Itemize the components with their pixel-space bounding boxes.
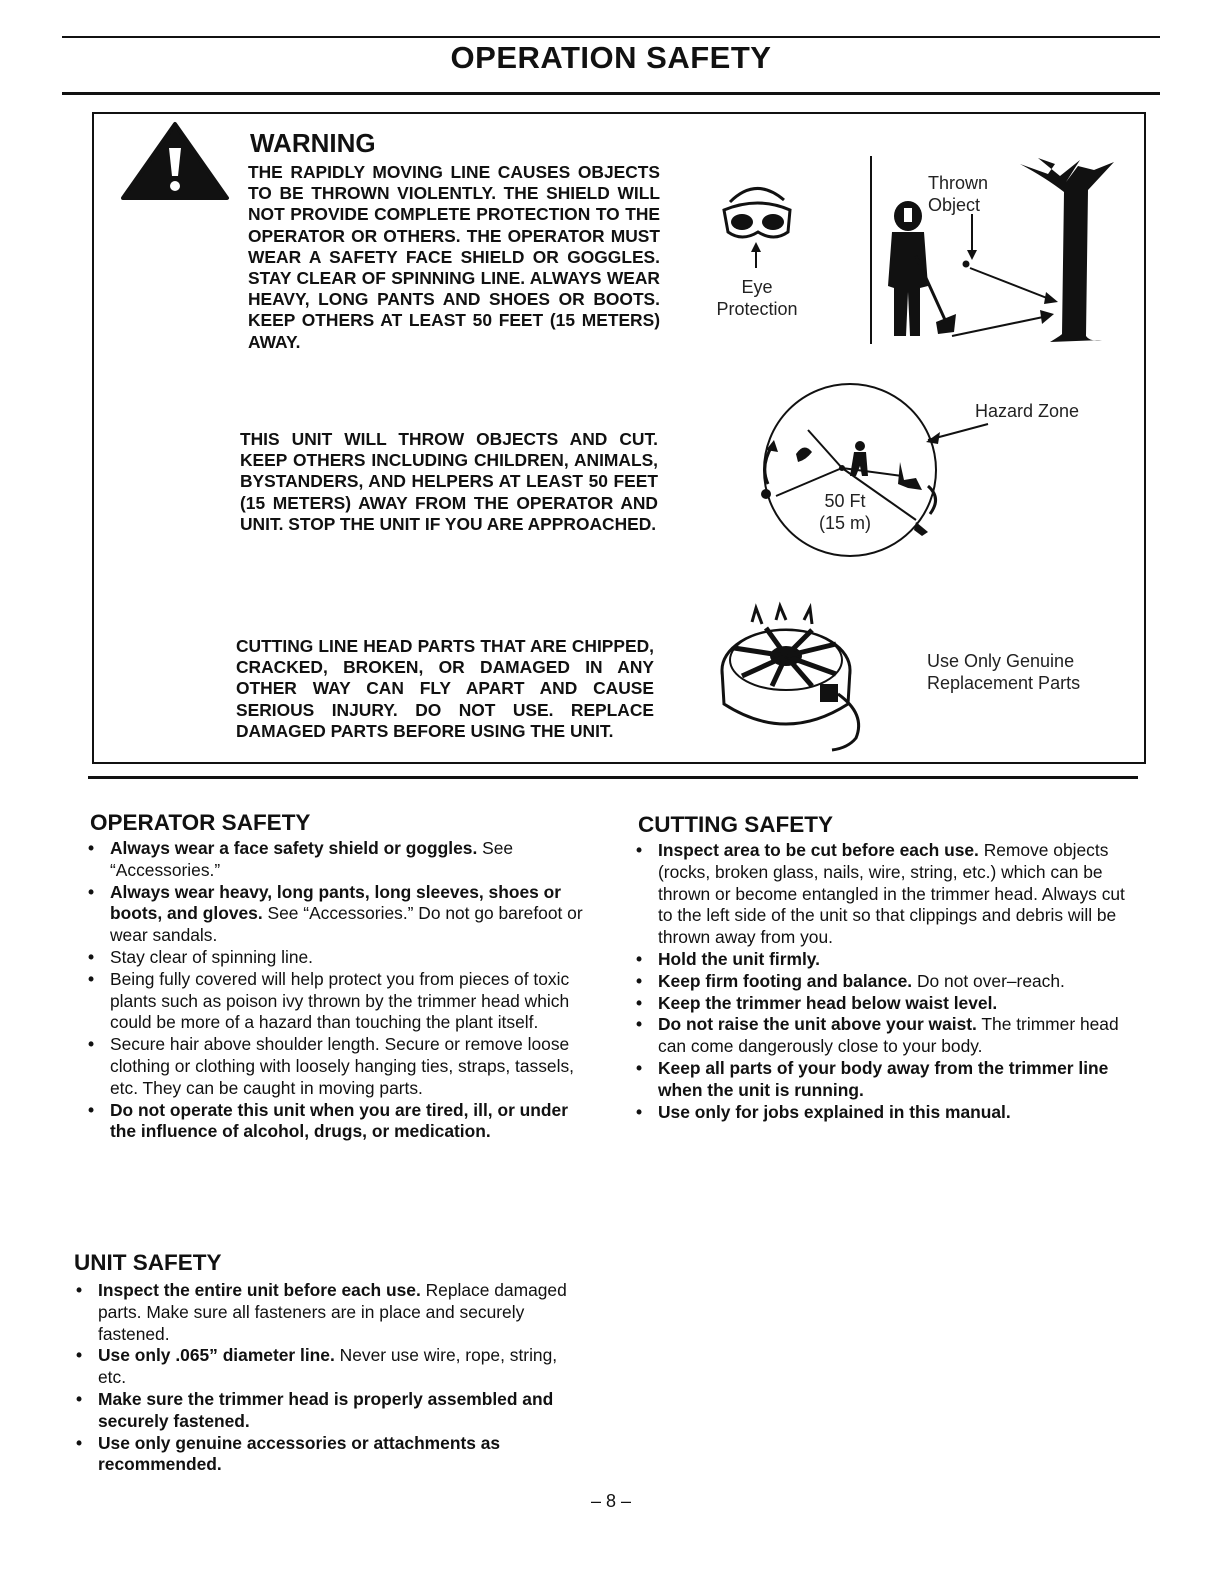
warning-bottom-rule <box>88 776 1138 779</box>
warning-heading: WARNING <box>250 128 376 158</box>
trimmer-head-illustration <box>716 604 876 754</box>
figure-divider <box>870 156 872 344</box>
item-bold: Use only genuine accessories or attachments as recommended. <box>98 1432 501 1475</box>
operator-safety-heading: OPERATOR SAFETY <box>90 810 311 835</box>
unit-safety-list <box>74 1280 574 1476</box>
page-title: OPERATION SAFETY <box>450 40 772 75</box>
item-bold: Do not operate this unit when you are tired, ill, or under the influence of alcohol, drugs, or medication. <box>110 1099 568 1142</box>
hazard-zone-label: Hazard Zone <box>975 401 1080 421</box>
top-rule <box>62 36 1160 38</box>
distance-m-label: (15 m) <box>818 513 871 533</box>
distance-ft-label: 50 Ft <box>824 491 866 511</box>
warning-paragraph-keep-away: THIS UNIT WILL THROW OBJECTS AND CUT. KEEP OTHERS INCLUDING CHILDREN, ANIMALS, BYSTANDERS, AND HELPERS AT LEAST 50 FEET (15 METERS) AWAY FROM THE OPERATOR AND UNIT. STOP THE UNIT IF YOU ARE APPROACHED. <box>240 429 658 534</box>
warning-triangle-icon <box>120 122 230 202</box>
list-item <box>634 993 1140 1015</box>
list-item <box>74 1345 574 1389</box>
page-number: – 8 – <box>590 1491 632 1511</box>
list-item <box>634 1014 1140 1058</box>
replacement-parts-label <box>927 650 1080 694</box>
item-text: Stay clear of spinning line. <box>110 946 314 967</box>
item-bold: Always wear heavy, long pants, long sleeves, shoes or boots, and gloves. <box>110 881 562 924</box>
item-text: See “Accessories.” Do not go barefoot or wear sandals. <box>110 903 583 946</box>
warning-paragraph-damaged-parts: CUTTING LINE HEAD PARTS THAT ARE CHIPPED, CRACKED, BROKEN, OR DAMAGED IN ANY OTHER WAY CAN FLY APART AND CAUSE SERIOUS INJURY. DO NOT USE. REPLACE DAMAGED PARTS BEFORE USING THE UNIT. <box>236 636 654 741</box>
cutting-safety-heading: CUTTING SAFETY <box>638 812 833 837</box>
operator-tree-illustration <box>880 156 1130 346</box>
list-item <box>86 969 586 1034</box>
thrown-object-label-line1: Thrown <box>928 173 989 193</box>
list-item <box>634 949 1140 971</box>
item-bold: Always wear a face safety shield or goggles. <box>110 838 478 858</box>
list-item <box>634 971 1140 993</box>
eye-protection-label <box>700 276 814 320</box>
unit-safety-heading: UNIT SAFETY <box>74 1250 222 1275</box>
list-item <box>86 882 586 947</box>
item-text: Remove objects (rocks, broken glass, nails, wire, string, etc.) which can be thrown or become entangled in the trimmer head. Always cut to the left side of the unit so that clippings and debris will be thrown away from you. <box>658 840 1125 948</box>
list-item <box>74 1389 574 1433</box>
list-item <box>74 1433 574 1477</box>
item-bold: Keep the trimmer head below waist level. <box>658 992 998 1013</box>
operator-safety-list <box>86 838 586 1143</box>
warning-paragraph-thrown-objects: THE RAPIDLY MOVING LINE CAUSES OBJECTS TO BE THROWN VIOLENTLY. THE SHIELD WILL NOT PROVIDE COMPLETE PROTECTION TO THE OPERATOR OR OTHERS. THE OPERATOR MUST WEAR A SAFETY FACE SHIELD OR GOGGLES. STAY CLEAR OF SPINNING LINE. ALWAYS WEAR HEAVY, LONG PANTS AND SHOES OR BOOTS. KEEP OTHERS AT LEAST 50 FEET (15 METERS) AWAY. <box>248 162 660 352</box>
list-item <box>86 1034 586 1099</box>
thrown-object-label-line2: Object <box>928 195 981 215</box>
list-item <box>634 1102 1140 1124</box>
eye-protection-label-line1: Eye <box>741 277 773 297</box>
item-bold: Do not raise the unit above your waist. <box>658 1014 977 1035</box>
list-item <box>86 1100 586 1144</box>
list-item <box>634 840 1140 949</box>
item-bold: Make sure the trimmer head is properly assembled and securely fastened. <box>98 1388 554 1431</box>
item-text: Replace damaged parts. Make sure all fasteners are in place and securely fastened. <box>98 1280 567 1344</box>
eye-protection-label-line2: Protection <box>716 299 798 319</box>
item-bold: Inspect area to be cut before each use. <box>658 840 979 860</box>
list-item <box>634 1058 1140 1102</box>
thrown-object-label <box>928 172 988 216</box>
item-bold: Keep firm footing and balance. <box>658 970 913 991</box>
item-text: The trimmer head can come dangerously close to your body. <box>658 1014 1119 1057</box>
replacement-parts-label-line2: Replacement Parts <box>927 673 1081 693</box>
list-item <box>86 838 586 882</box>
title-underline <box>62 92 1160 95</box>
cutting-safety-list <box>634 840 1140 1123</box>
list-item <box>74 1280 574 1345</box>
item-text: Secure hair above shoulder length. Secure or remove loose clothing or clothing with loosely hanging ties, straps, tassels, etc. They can be caught in moving parts. <box>110 1034 574 1098</box>
replacement-parts-label-line1: Use Only Genuine <box>927 651 1075 671</box>
item-bold: Hold the unit firmly. <box>658 948 820 969</box>
item-text: Being fully covered will help protect you from pieces of toxic plants such as poison ivy thrown by the trimmer head which could be more of a hazard than touching the plant itself. <box>110 968 570 1033</box>
item-bold: Use only .065” diameter line. <box>98 1345 335 1366</box>
list-item <box>86 947 586 969</box>
goggles-icon <box>718 180 798 270</box>
item-text: Never use wire, rope, string, etc. <box>98 1345 558 1388</box>
item-text: Do not over–reach. <box>912 970 1065 991</box>
item-bold: Inspect the entire unit before each use. <box>98 1280 421 1300</box>
item-text: See “Accessories.” <box>110 838 514 880</box>
item-bold: Keep all parts of your body away from the trimmer line when the unit is running. <box>658 1057 1109 1100</box>
item-bold: Use only for jobs explained in this manual. <box>658 1101 1011 1122</box>
distance-label <box>810 490 880 534</box>
